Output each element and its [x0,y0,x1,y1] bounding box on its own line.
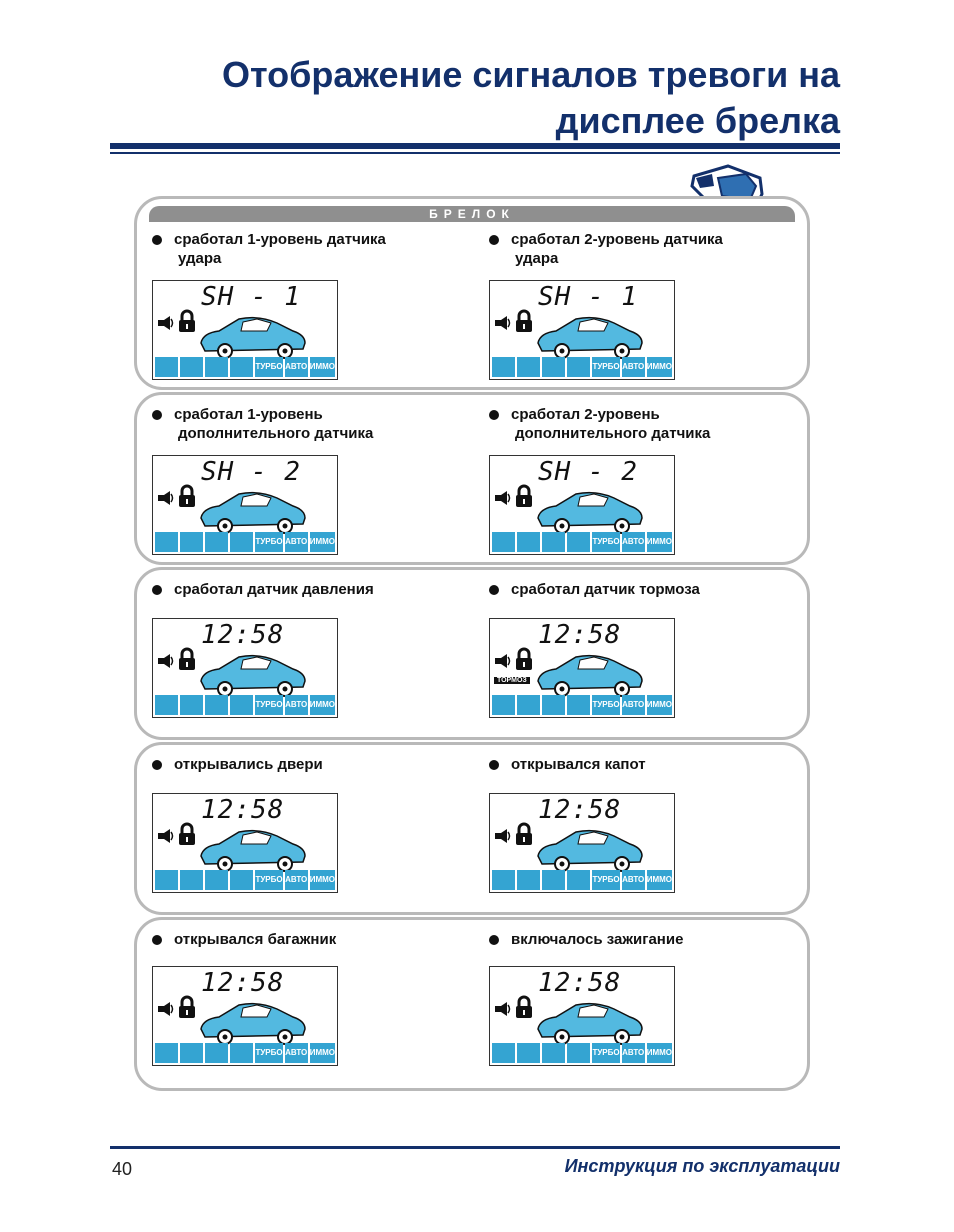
lcd-readout: 12:58 [201,795,285,825]
door-icon [517,1043,540,1063]
page-title-line1: Отображение сигналов тревоги на [222,54,840,95]
auto-icon: АВТО [285,870,308,890]
wrench-icon [230,695,253,715]
auto-icon: АВТО [622,1043,645,1063]
lcd-readout: 12:58 [201,620,285,650]
immo-icon: ИММО [647,357,672,377]
wrench-icon [230,1043,253,1063]
lock-icon [177,822,197,846]
lock-icon [514,995,534,1019]
lcd-readout: 12:58 [538,795,622,825]
pistol-icon [492,532,515,552]
pistol-icon [492,870,515,890]
wrench-icon [567,1043,590,1063]
alarm-label-line2: дополнительного датчика [515,425,711,442]
car-icon [197,822,309,874]
arrows-icon [542,532,565,552]
lcd-icon-bar [492,357,672,377]
car-icon [534,995,646,1047]
alarm-label-line2: удара [178,250,222,267]
immo-icon: ИММО [647,870,672,890]
immo-icon: ИММО [647,695,672,715]
alarm-item [489,930,809,1090]
lcd-icon-bar [155,357,335,377]
siren-icon [157,828,175,844]
pistol-icon [155,695,178,715]
footer-title: Инструкция по эксплуатации [564,1156,840,1176]
alarm-item [152,230,472,390]
pistol-icon [492,695,515,715]
bullet-icon [152,235,162,245]
siren-icon [494,828,512,844]
pistol-icon [155,357,178,377]
turbo-icon: ТУРБО [255,695,282,715]
bullet-icon [489,410,499,420]
arrows-icon [542,357,565,377]
lock-icon [177,484,197,508]
wrench-icon [567,357,590,377]
door-icon [180,1043,203,1063]
auto-icon: АВТО [622,532,645,552]
fob-lcd-display [489,618,675,718]
alarm-item [489,580,809,740]
turbo-icon: ТУРБО [592,1043,619,1063]
lcd-readout: 12:58 [538,620,622,650]
lcd-readout: 12:58 [201,968,285,998]
alarm-item [152,405,472,565]
page-title-line2: дисплее брелка [555,100,840,141]
immo-icon: ИММО [310,357,335,377]
lock-icon [514,484,534,508]
lock-icon [514,309,534,333]
alarm-label-line1: открывался багажник [174,931,337,948]
pistol-icon [155,1043,178,1063]
siren-icon [157,1001,175,1017]
immo-icon: ИММО [310,532,335,552]
car-icon [197,484,309,536]
fob-lcd-display [489,793,675,893]
bullet-icon [489,935,499,945]
car-icon [534,484,646,536]
auto-icon: АВТО [622,870,645,890]
door-icon [517,695,540,715]
turbo-icon: ТУРБО [592,532,619,552]
alarm-label-line1: сработал 2-уровень [511,406,660,423]
alarm-item [152,580,472,740]
lcd-readout: SH - 2 [201,457,301,487]
bullet-icon [489,760,499,770]
arrows-icon [205,1043,228,1063]
fob-lcd-display [152,793,338,893]
page-number: 40 [112,1159,133,1179]
wrench-icon [230,870,253,890]
bullet-icon [489,235,499,245]
lcd-icon-bar [492,870,672,890]
alarm-label-line1: сработал датчик давления [174,581,374,598]
arrows-icon [542,870,565,890]
lock-icon [514,647,534,671]
alarm-item [152,755,472,915]
wrench-icon [230,532,253,552]
auto-icon: АВТО [285,357,308,377]
turbo-icon: ТУРБО [592,870,619,890]
fob-lcd-display [152,280,338,380]
lcd-readout: SH - 1 [201,282,301,312]
alarm-label-line1: сработал датчик тормоза [511,581,700,598]
wrench-icon [567,532,590,552]
siren-icon [494,490,512,506]
bullet-icon [152,410,162,420]
alarm-item [489,230,809,390]
door-icon [517,532,540,552]
lcd-icon-bar [492,695,672,715]
immo-icon: ИММО [647,532,672,552]
bullet-icon [489,585,499,595]
fob-lcd-display [152,966,338,1066]
lcd-icon-bar [492,1043,672,1063]
bullet-icon [152,760,162,770]
door-icon [180,357,203,377]
siren-icon [157,315,175,331]
immo-icon: ИММО [647,1043,672,1063]
brake-indicator: ТОРМОЗ [494,677,530,684]
section-tab: БРЕЛОК [149,206,795,222]
auto-icon: АВТО [285,695,308,715]
pistol-icon [155,870,178,890]
lcd-icon-bar [155,532,335,552]
door-icon [180,695,203,715]
wrench-icon [567,695,590,715]
wrench-icon [567,870,590,890]
door-icon [180,532,203,552]
siren-icon [494,653,512,669]
immo-icon: ИММО [310,870,335,890]
siren-icon [157,490,175,506]
footer-rule [110,1146,840,1149]
auto-icon: АВТО [622,357,645,377]
immo-icon: ИММО [310,695,335,715]
pistol-icon [492,1043,515,1063]
arrows-icon [542,1043,565,1063]
car-icon [197,995,309,1047]
lcd-icon-bar [155,1043,335,1063]
wrench-icon [230,357,253,377]
fob-lcd-display [152,618,338,718]
alarm-label-line1: открывались двери [174,756,323,773]
door-icon [517,870,540,890]
turbo-icon: ТУРБО [255,1043,282,1063]
lock-icon [177,647,197,671]
alarm-label-line1: сработал 1-уровень датчика [174,231,386,248]
lcd-icon-bar [155,695,335,715]
arrows-icon [205,870,228,890]
turbo-icon: ТУРБО [255,870,282,890]
alarm-item [489,755,809,915]
page-title [222,52,840,144]
fob-lcd-display [152,455,338,555]
alarm-label-line2: удара [515,250,559,267]
arrows-icon [542,695,565,715]
alarm-item [489,405,809,565]
arrows-icon [205,695,228,715]
turbo-icon: ТУРБО [255,532,282,552]
arrows-icon [205,532,228,552]
alarm-label-line1: сработал 1-уровень [174,406,323,423]
siren-icon [157,653,175,669]
auto-icon: АВТО [622,695,645,715]
alarm-label-line2: дополнительного датчика [178,425,374,442]
auto-icon: АВТО [285,532,308,552]
fob-lcd-display [489,280,675,380]
turbo-icon: ТУРБО [592,357,619,377]
bullet-icon [152,935,162,945]
alarm-label-line1: сработал 2-уровень датчика [511,231,723,248]
car-icon [197,647,309,699]
title-rule-thin [110,152,840,154]
siren-icon [494,1001,512,1017]
lcd-readout: SH - 2 [538,457,638,487]
bullet-icon [152,585,162,595]
car-icon [534,309,646,361]
turbo-icon: ТУРБО [255,357,282,377]
arrows-icon [205,357,228,377]
lock-icon [177,995,197,1019]
car-icon [534,822,646,874]
immo-icon: ИММО [310,1043,335,1063]
door-icon [180,870,203,890]
auto-icon: АВТО [285,1043,308,1063]
fob-lcd-display [489,966,675,1066]
siren-icon [494,315,512,331]
fob-lcd-display [489,455,675,555]
car-icon [534,647,646,699]
pistol-icon [155,532,178,552]
lcd-readout: SH - 1 [538,282,638,312]
car-icon [197,309,309,361]
lcd-icon-bar [155,870,335,890]
lock-icon [514,822,534,846]
title-rule [110,143,840,149]
lock-icon [177,309,197,333]
lcd-icon-bar [492,532,672,552]
door-icon [517,357,540,377]
turbo-icon: ТУРБО [592,695,619,715]
alarm-item [152,930,472,1090]
pistol-icon [492,357,515,377]
lcd-readout: 12:58 [538,968,622,998]
alarm-label-line1: открывался капот [511,756,646,773]
alarm-label-line1: включалось зажигание [511,931,684,948]
